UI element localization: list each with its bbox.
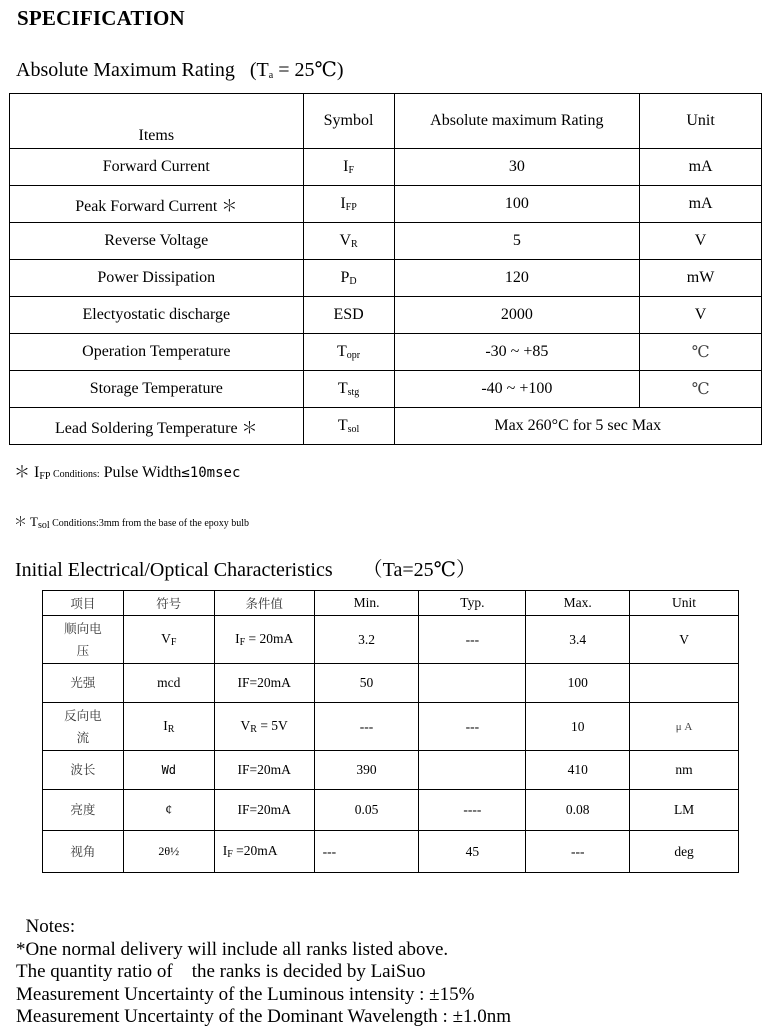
- item-cell: Lead Soldering Temperature ＊: [10, 408, 304, 445]
- table-row: [43, 751, 739, 790]
- unit-cell: ℃: [640, 371, 762, 408]
- note-line: Measurement Uncertainty of the Luminous intensity : ±15%: [16, 983, 475, 1005]
- table-row: [43, 664, 739, 703]
- header-items: Items: [10, 94, 304, 149]
- symbol-cell: $V_F$: [123, 616, 214, 664]
- unit-cell: ℃: [640, 334, 762, 371]
- min-cell: ---: [314, 703, 419, 751]
- item-cell: Peak Forward Current ＊: [10, 186, 304, 223]
- max-cell: 100: [526, 664, 630, 703]
- min-cell: 0.05: [314, 790, 419, 831]
- electrical-optical-table: [42, 590, 739, 873]
- condition-cell: $I_F =20mA$: [214, 831, 314, 873]
- electrical-optical-heading: [15, 553, 476, 582]
- unit-cell: mA: [640, 186, 762, 223]
- max-cell: 10: [526, 703, 630, 751]
- header-symbol: Symbol: [303, 94, 394, 149]
- condition-cell: IF=20mA: [214, 751, 314, 790]
- max-cell: ---: [526, 831, 630, 873]
- max-cell: 410: [526, 751, 630, 790]
- item-cell: 视角: [43, 831, 124, 873]
- unit-cell: mA: [640, 149, 762, 186]
- unit-cell: V: [640, 297, 762, 334]
- symbol-cell: ¢: [123, 790, 214, 831]
- rating-cell: 100: [394, 186, 640, 223]
- table-row: [10, 223, 762, 260]
- symbol-cell: $I_F$: [303, 149, 394, 186]
- min-cell: 390: [314, 751, 419, 790]
- condition-cell: $V_R = 5V$: [214, 703, 314, 751]
- condition-cell: IF=20mA: [214, 790, 314, 831]
- item-cell: 波长: [43, 751, 124, 790]
- unit-cell: deg: [630, 831, 739, 873]
- absolute-max-rating-table: [9, 93, 762, 445]
- item-cell: Forward Current: [10, 149, 304, 186]
- header-min: Min.: [314, 591, 419, 616]
- item-cell: 亮度: [43, 790, 124, 831]
- symbol-cell: ESD: [303, 297, 394, 334]
- table-header-row: [10, 94, 762, 149]
- table-row: [10, 334, 762, 371]
- rating-cell: -30 ~ +85: [394, 334, 640, 371]
- symbol-cell: $T_{sol}$: [303, 408, 394, 445]
- amr-heading-cond: [250, 59, 344, 81]
- symbol-cell: 2θ½: [123, 831, 214, 873]
- amr-heading-main: Absolute Maximum Rating: [16, 59, 235, 81]
- header-item: 项目: [43, 591, 124, 616]
- header-unit: Unit: [630, 591, 739, 616]
- typ-cell: ---: [419, 616, 526, 664]
- table-row: [43, 703, 739, 751]
- item-cell: 反向电 流: [43, 703, 124, 751]
- table-row: [10, 408, 762, 445]
- item-cell: Power Dissipation: [10, 260, 304, 297]
- symbol-cell: $I_{FP}$: [303, 186, 394, 223]
- symbol-cell: mcd: [123, 664, 214, 703]
- amr-cond-rest: = 25℃): [273, 59, 344, 81]
- unit-cell: V: [630, 616, 739, 664]
- item-cell: 顺向电 压: [43, 616, 124, 664]
- rating-cell: -40 ~ +100: [394, 371, 640, 408]
- note-line: Measurement Uncertainty of the Dominant Wavelength : ±1.0nm: [16, 1006, 512, 1027]
- typ-cell: ----: [419, 790, 526, 831]
- document-title: SPECIFICATION: [17, 6, 185, 30]
- table-row: [10, 371, 762, 408]
- min-cell: ---: [314, 831, 419, 873]
- condition-cell: IF=20mA: [214, 664, 314, 703]
- header-max: Max.: [526, 591, 630, 616]
- unit-cell: LM: [630, 790, 739, 831]
- amr-cond-sub: a: [268, 70, 274, 81]
- note-line: *One normal delivery will include all ranks listed above.: [16, 938, 449, 960]
- amr-cond-open: (T: [249, 59, 269, 81]
- min-cell: 3.2: [314, 616, 419, 664]
- item-cell: Electyostatic discharge: [10, 297, 304, 334]
- table-row: [10, 149, 762, 186]
- absolute-max-rating-heading: [16, 57, 344, 82]
- typ-cell: [419, 664, 526, 703]
- table-row: [43, 831, 739, 873]
- header-unit: Unit: [640, 94, 762, 149]
- table-row: [43, 616, 739, 664]
- eo-heading-main: Initial Electrical/Optical Characteristics: [15, 559, 333, 581]
- symbol-cell: $V_R$: [303, 223, 394, 260]
- max-cell: 0.08: [526, 790, 630, 831]
- table-row: [10, 297, 762, 334]
- table-header-row: [43, 591, 739, 616]
- footnote-ifp: ＊ $I_{FP}$ Conditions: Pulse Width≤10msec: [14, 464, 241, 482]
- table-row: [10, 186, 762, 223]
- max-cell: 3.4: [526, 616, 630, 664]
- item-cell: 光强: [43, 664, 124, 703]
- symbol-cell: Wd: [123, 751, 214, 790]
- typ-cell: [419, 751, 526, 790]
- symbol-cell: $T_{stg}$: [303, 371, 394, 408]
- unit-cell: nm: [630, 751, 739, 790]
- unit-cell: V: [640, 223, 762, 260]
- typ-cell: 45: [419, 831, 526, 873]
- notes-title: Notes:: [16, 916, 76, 937]
- note-line: The quantity ratio of the ranks is decided by LaiSuo: [16, 961, 426, 982]
- unit-cell: [630, 664, 739, 703]
- footnote-tsol: ＊ $T_{sol}$ Conditions:3mm from the base of the epoxy bulb: [14, 514, 250, 531]
- symbol-cell: $T_{opr}$: [303, 334, 394, 371]
- rating-cell: 5: [394, 223, 640, 260]
- header-rating: Absolute maximum Rating: [394, 94, 640, 149]
- header-symbol: 符号: [123, 591, 214, 616]
- rating-cell: 30: [394, 149, 640, 186]
- table-row: [10, 260, 762, 297]
- header-typ: Typ.: [419, 591, 526, 616]
- min-cell: 50: [314, 664, 419, 703]
- condition-cell: $I_F = 20mA$: [214, 616, 314, 664]
- table-row: [43, 790, 739, 831]
- unit-cell: mW: [640, 260, 762, 297]
- item-cell: Storage Temperature: [10, 371, 304, 408]
- unit-cell: μ A: [630, 703, 739, 751]
- header-condition: 条件值: [214, 591, 314, 616]
- item-cell: Reverse Voltage: [10, 223, 304, 260]
- item-cell: Operation Temperature: [10, 334, 304, 371]
- notes-block: [16, 916, 511, 1029]
- symbol-cell: $I_R$: [123, 703, 214, 751]
- symbol-cell: $P_D$: [303, 260, 394, 297]
- eo-heading-cond: （Ta=25℃）: [362, 559, 476, 581]
- typ-cell: ---: [419, 703, 526, 751]
- rating-cell-merged: Max 260°C for 5 sec Max: [394, 408, 761, 445]
- rating-cell: 2000: [394, 297, 640, 334]
- rating-cell: 120: [394, 260, 640, 297]
